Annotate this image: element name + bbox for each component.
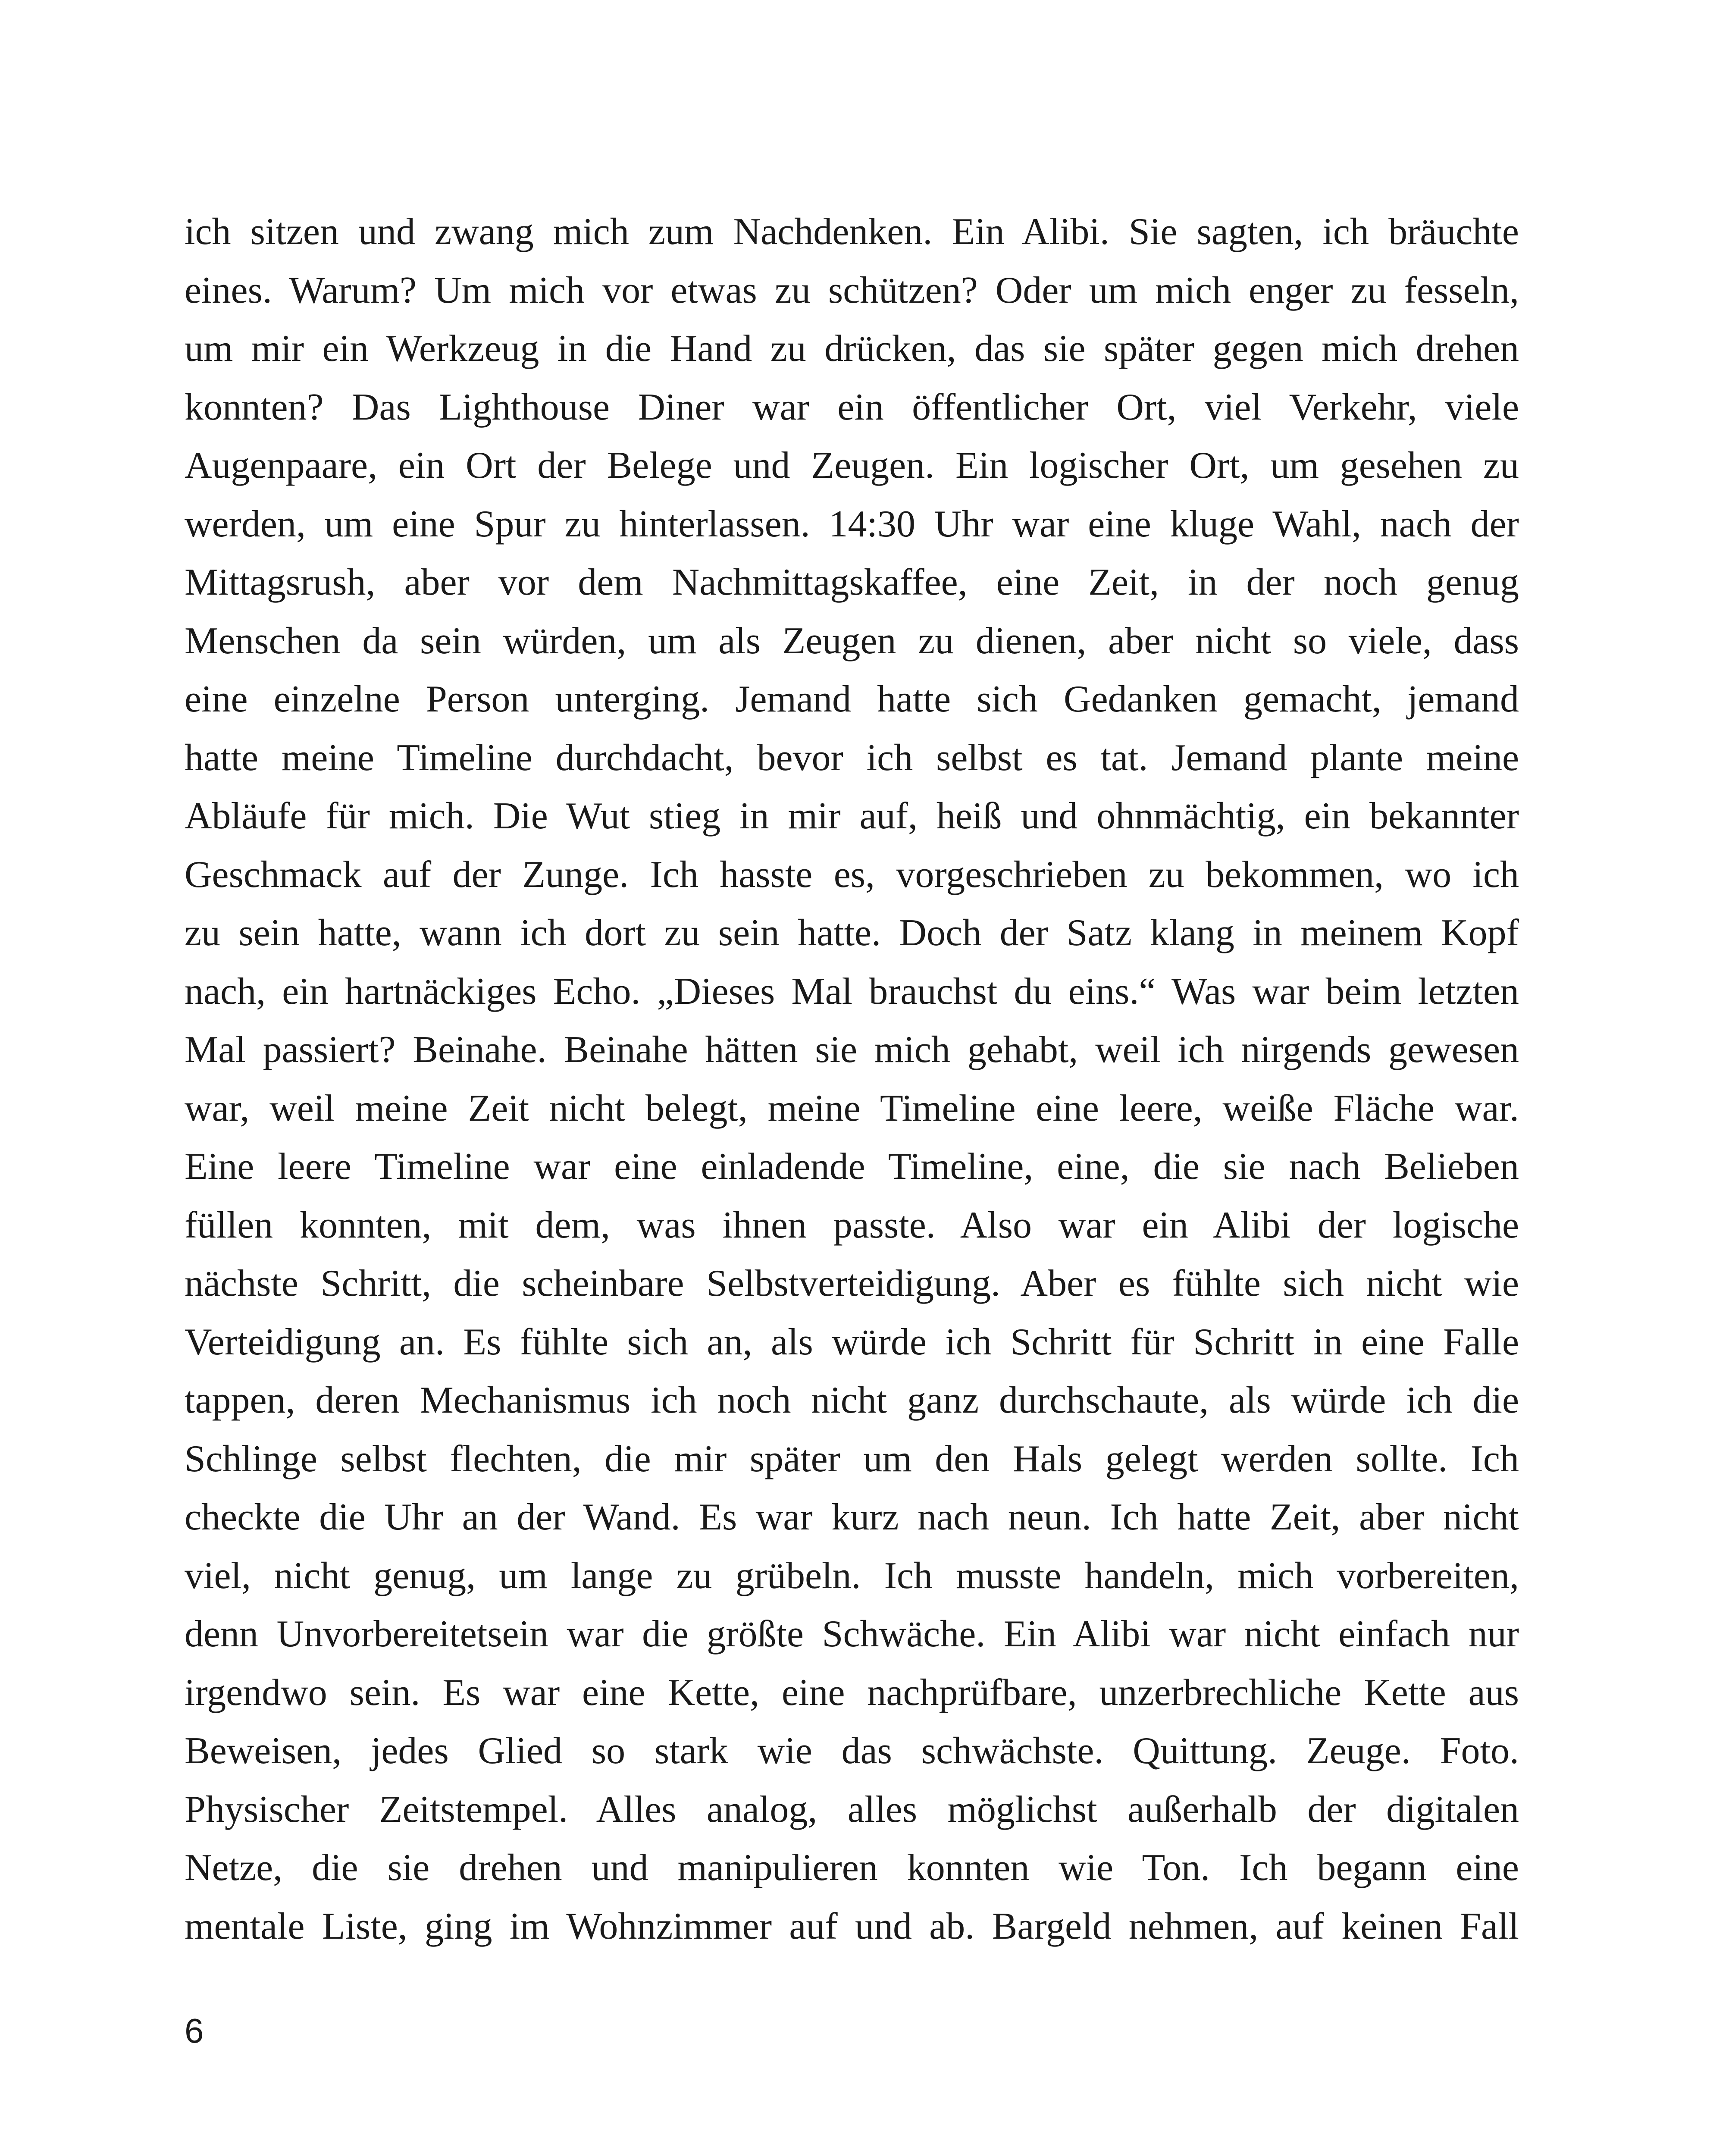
text-line: Eine leere Timeline war eine einladende Timeline, eine, die sie nach Belieben xyxy=(185,1146,1519,1188)
text-line: Mal passiert? Beinahe. Beinahe hätten sie mich gehabt, weil ich nirgends gewesen xyxy=(185,1029,1519,1071)
text-line: nach, ein hartnäckiges Echo. „Dieses Mal brauchst du eins.“ Was war beim letzten xyxy=(185,970,1519,1012)
text-line: eines. Warum? Um mich vor etwas zu schützen? Oder um mich enger zu fesseln, xyxy=(185,269,1519,311)
text-line: konnten? Das Lighthouse Diner war ein öffentlicher Ort, viel Verkehr, viele xyxy=(185,386,1519,428)
text-line: Abläufe für mich. Die Wut stieg in mir auf, heiß und ohnmächtig, ein bekannter xyxy=(185,795,1519,837)
text-line: Physischer Zeitstempel. Alles analog, alles möglichst außerhalb der digitalen xyxy=(185,1788,1519,1830)
text-line: viel, nicht genug, um lange zu grübeln. Ich musste handeln, mich vorbereiten, xyxy=(185,1554,1519,1597)
text-line: war, weil meine Zeit nicht belegt, meine Timeline eine leere, weiße Fläche war. xyxy=(185,1087,1519,1129)
text-line: Augenpaare, ein Ort der Belege und Zeugen. Ein logischer Ort, um gesehen zu xyxy=(185,445,1519,486)
text-line: tappen, deren Mechanismus ich noch nicht ganz durchschaute, als würde ich die xyxy=(185,1379,1519,1421)
text-line: Schlinge selbst flechten, die mir später um den Hals gelegt werden sollte. Ich xyxy=(185,1438,1519,1480)
text-line: denn Unvorbereitetsein war die größte Schwäche. Ein Alibi war nicht einfach nur xyxy=(185,1613,1519,1655)
text-line: um mir ein Werkzeug in die Hand zu drücken, das sie später gegen mich drehen xyxy=(185,328,1519,370)
text-line: hatte meine Timeline durchdacht, bevor ich selbst es tat. Jemand plante meine xyxy=(185,736,1519,779)
text-line: mentale Liste, ging im Wohnzimmer auf und ab. Bargeld nehmen, auf keinen Fall xyxy=(185,1905,1519,1947)
text-line: eine einzelne Person unterging. Jemand hatte sich Gedanken gemacht, jemand xyxy=(185,678,1519,720)
text-line: irgendwo sein. Es war eine Kette, eine nachprüfbare, unzerbrechliche Kette aus xyxy=(185,1671,1519,1714)
text-line: Menschen da sein würden, um als Zeugen zu dienen, aber nicht so viele, dass xyxy=(185,620,1519,662)
text-line: Beweisen, jedes Glied so stark wie das schwächste. Quittung. Zeuge. Foto. xyxy=(185,1730,1519,1772)
text-line: nächste Schritt, die scheinbare Selbstverteidigung. Aber es fühlte sich nicht wie xyxy=(185,1263,1519,1304)
text-line: Mittagsrush, aber vor dem Nachmittagskaffee, eine Zeit, in der noch genug xyxy=(185,561,1519,603)
text-line: zu sein hatte, wann ich dort zu sein hatte. Doch der Satz klang in meinem Kopf xyxy=(185,912,1519,954)
body-paragraph xyxy=(185,203,1519,1955)
text-line: Geschmack auf der Zunge. Ich hasste es, vorgeschrieben zu bekommen, wo ich xyxy=(185,853,1519,896)
text-line: werden, um eine Spur zu hinterlassen. 14:30 Uhr war eine kluge Wahl, nach der xyxy=(185,503,1519,545)
text-line: checkte die Uhr an der Wand. Es war kurz nach neun. Ich hatte Zeit, aber nicht xyxy=(185,1496,1519,1538)
text-line: Verteidigung an. Es fühlte sich an, als würde ich Schritt für Schritt in eine Falle xyxy=(185,1321,1519,1363)
text-line: füllen konnten, mit dem, was ihnen passte. Also war ein Alibi der logische xyxy=(185,1204,1519,1246)
text-line: ich sitzen und zwang mich zum Nachdenken. Ein Alibi. Sie sagten, ich bräuchte xyxy=(185,211,1519,253)
page-number: 6 xyxy=(185,2012,204,2050)
text-line: Netze, die sie drehen und manipulieren konnten wie Ton. Ich begann eine xyxy=(185,1847,1519,1889)
